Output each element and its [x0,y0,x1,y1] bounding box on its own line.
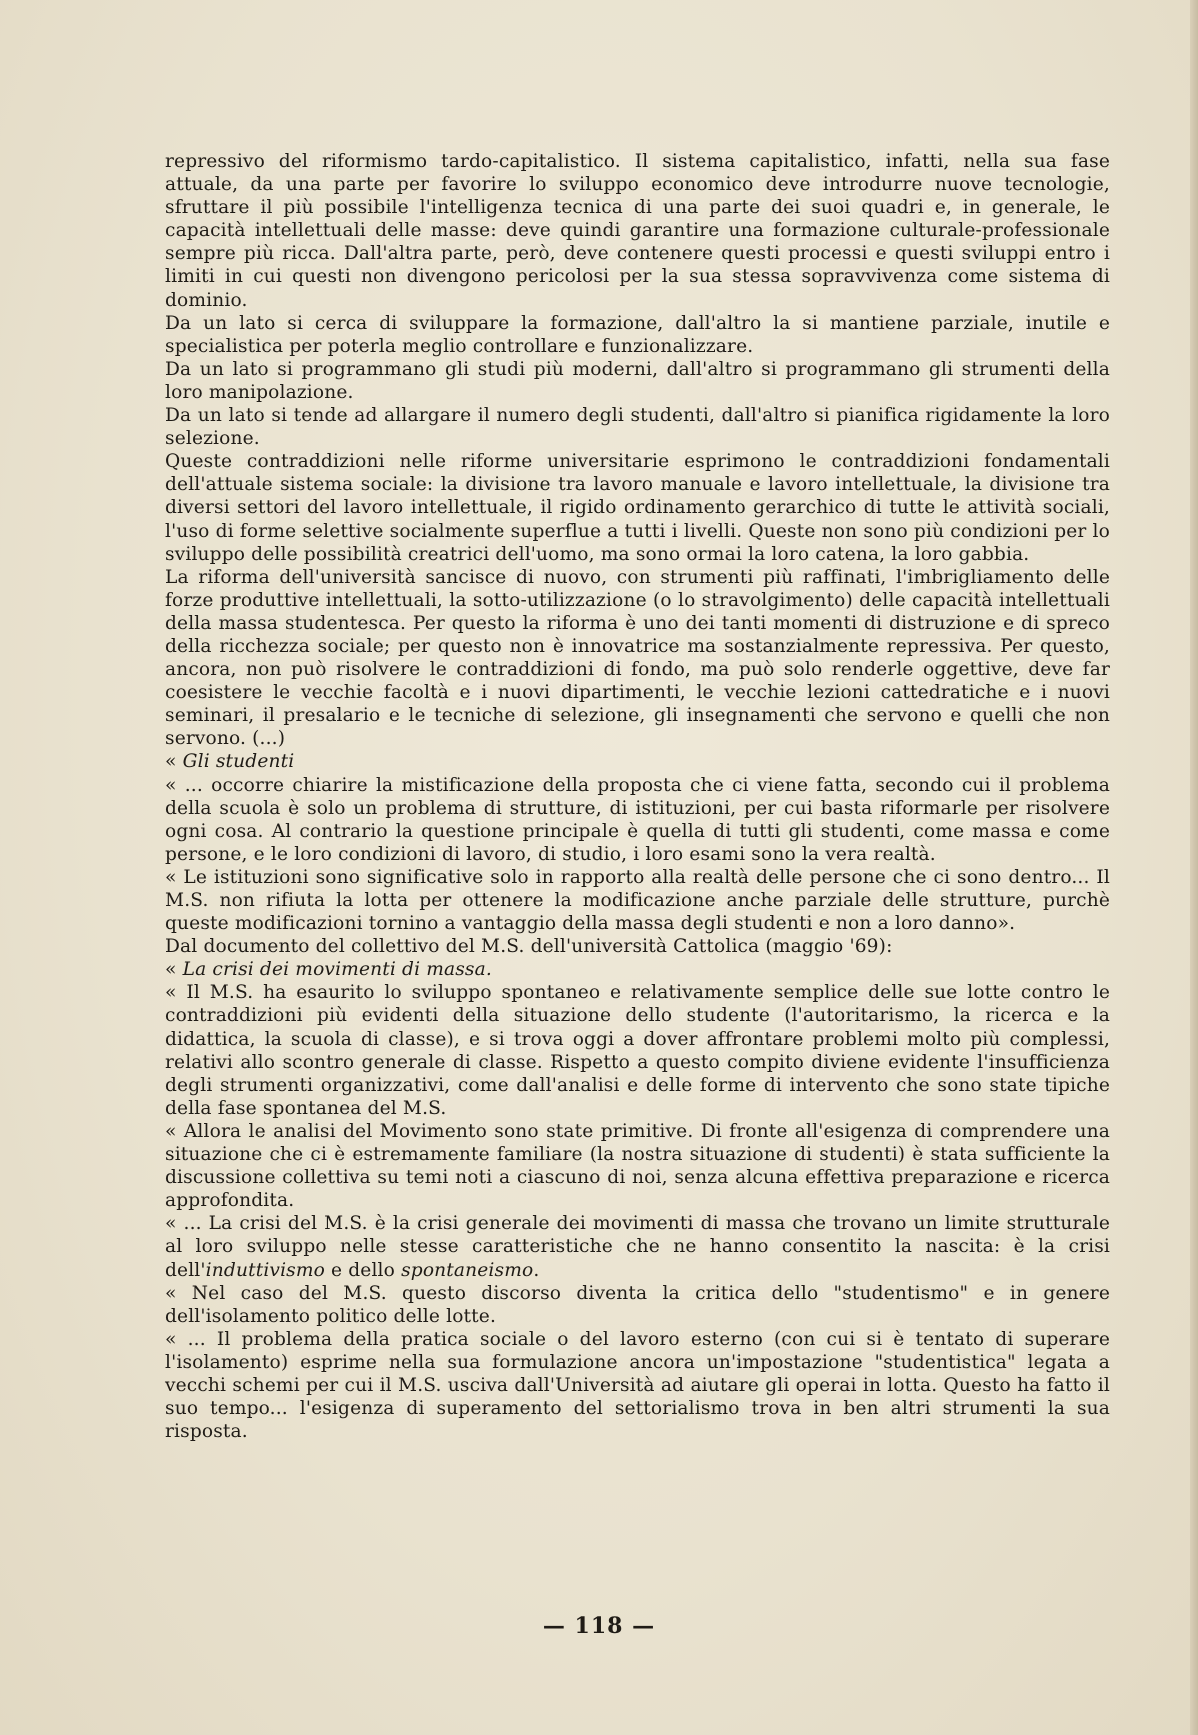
paragraph: Da un lato si programmano gli studi più moderni, dall'altro si programmano gli strumenti della loro manipolazione. [165,358,1110,403]
section-heading-crisi: « La crisi dei movimenti di massa. [165,959,492,981]
paragraph: Dal documento del collettivo del M.S. dell'università Cattolica (maggio '69): [165,936,893,958]
italic-term: spontaneismo [401,1259,534,1281]
paragraph: « Allora le analisi del Movimento sono state primitive. Di fronte all'esigenza di comprendere una situazione che ci è estremamente familiare (la nostra situazione di studenti) è stata sufficiente la discussione collettiva su temi noti a ciascuno di noi, senza alcuna effettiva preparazione e ricerca approfondita. [165,1120,1110,1212]
paragraph: Da un lato si cerca di sviluppare la formazione, dall'altro la si mantiene parziale, inutile e specialistica per poterla meglio controllare e funzionalizzare. [165,312,1110,357]
page-edge-shadow [1190,0,1198,1735]
paragraph: « Nel caso del M.S. questo discorso diventa la critica dello "studentismo" e in genere dell'isolamento politico delle lotte. [165,1282,1110,1327]
page-number: — 118 — [542,1613,656,1639]
paragraph-crisis: « ... La crisi del M.S. è la crisi generale dei movimenti di massa che trovano un limite strutturale al loro sviluppo nelle stesse caratteristiche che ne hanno consentito la nascita: è la crisi dell'induttivismo e dello spontaneismo. [165,1213,1110,1281]
paragraph: « ... Il problema della pratica sociale o del lavoro esterno (con cui si è tentato di superare l'isolamento) esprime nella sua formulazione ancora un'impostazione "studentistica" legata a vecchi schemi per cui il M.S. usciva dall'Università ad aiutare gli operai in lotta. Questo ha fatto il suo tempo... l'esigenza di superamento del settorialismo trova in ben altri strumenti la sua risposta. [165,1328,1110,1443]
paragraph: Queste contraddizioni nelle riforme universitarie esprimono le contraddizioni fondamentali dell'attuale sistema sociale: la divisione tra lavoro manuale e lavoro intellettuale, la divisione tra diversi settori del lavoro intellettuale, il rigido ordinamento gerarchico di tutte le attività sociali, l'uso di forme selettive socialmente superflue a tutti i livelli. Queste non sono più condizioni per lo sviluppo delle possibilità creatrici dell'uomo, ma sono ormai la loro catena, la loro gabbia. [165,451,1110,565]
paragraph: repressivo del riformismo tardo-capitalistico. Il sistema capitalistico, infatti, nella sua fase attuale, da una parte per favorire lo sviluppo economico deve introdurre nuove tecnologie, sfruttare il più possibile l'intelligenza tecnica di una parte dei suoi quadri e, in generale, le capacità intellettuali delle masse: deve quindi garantire una formazione culturale-professionale sempre più ricca. Dall'altra parte, però, deve contenere questi processi e questi sviluppi entro i limiti in cui questi non divengono pericolosi per la sua stessa sopravvivenza come sistema di dominio. [165,151,1110,311]
paragraph: Da un lato si tende ad allargare il numero degli studenti, dall'altro si pianifica rigidamente la loro selezione. [165,405,1110,450]
italic-term: induttivismo [205,1259,325,1281]
heading-title: Gli studenti [182,751,295,773]
body-text [165,150,1110,1443]
paragraph: « Il M.S. ha esaurito lo sviluppo spontaneo e relativamente semplice delle sue lotte contro le contraddizioni più evidenti della situazione dello studente (l'autoritarismo, la ricerca e la didattica, la scuola di classe), e si trova oggi a dover affrontare problemi molto più complessi, relativi allo scontro generale di classe. Rispetto a questo compito diviene evidente l'insufficienza degli strumenti organizzativi, come dall'analisi e delle forme di intervento che sono state tipiche della fase spontanea del M.S. [165,982,1110,1119]
section-heading-studenti: « Gli studenti [165,751,295,773]
paragraph: « ... occorre chiarire la mistificazione della proposta che ci viene fatta, secondo cui il problema della scuola è solo un problema di strutture, di istituzioni, per cui basta riformarle per risolvere ogni cosa. Al contrario la questione principale è quella di tutti gli studenti, come massa e come persone, e le loro condizioni di lavoro, di studio, i loro esami sono la vera realtà. [165,774,1110,865]
heading-title: La crisi dei movimenti di massa. [182,959,492,981]
paragraph: « Le istituzioni sono significative solo in rapporto alla realtà delle persone che ci sono dentro... Il M.S. non rifiuta la lotta per ottenere la modificazione anche parziale delle strutture, purchè queste modificazioni tornino a vantaggio della massa degli studenti e non a loro danno». [165,866,1110,935]
paragraph: La riforma dell'università sancisce di nuovo, con strumenti più raffinati, l'imbrigliamento delle forze produttive intellettuali, la sotto-utilizzazione (o lo stravolgimento) delle capacità intellettuali della massa studentesca. Per questo la riforma è uno dei tanti momenti di distruzione e di spreco della ricchezza sociale; per questo non è innovatrice ma sostanzialmente repressiva. Per questo, ancora, non può risolvere le contraddizioni di fondo, ma può solo renderle oggettive, deve far coesistere le vecchie facoltà e i nuovi dipartimenti, le vecchie lezioni cattedratiche e i nuovi seminari, il presalario e le tecniche di selezione, gli insegnamenti che servono e quelli che non servono. (...) [165,566,1110,750]
